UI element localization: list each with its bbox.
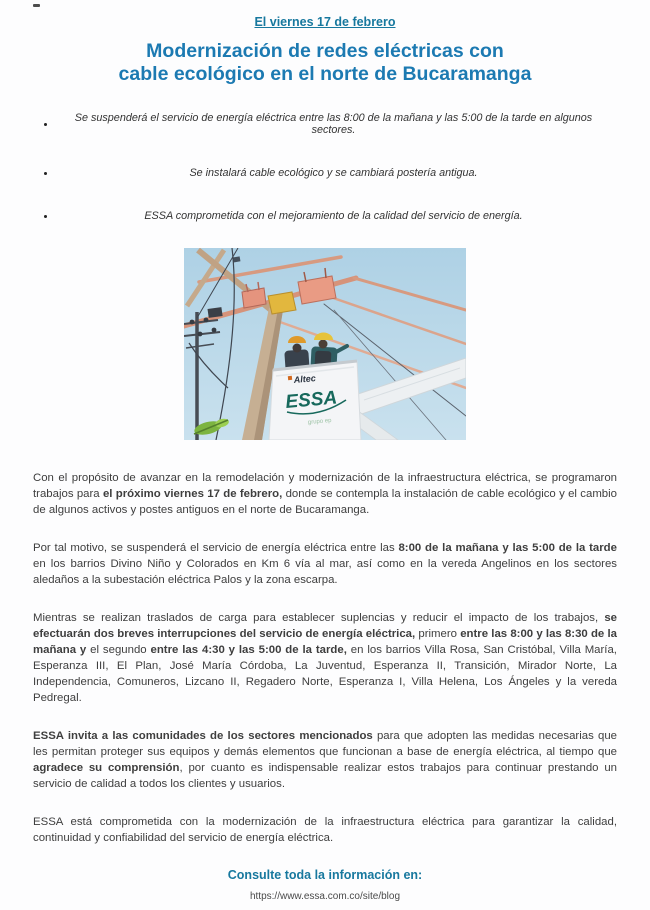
article xyxy=(33,470,617,846)
body-paragraph: Con el propósito de avanzar en la remodelación y modernización de la infraestructura eléctrica, se programaron trabajos para el próximo viernes 17 de febrero, donde se contempla la instalación de cable ecológico y el cambio de algunos activos y postes antiguos en el norte de Bucaramanga. xyxy=(33,472,618,516)
date-header-text: El viernes 17 de febrero xyxy=(254,15,396,29)
footer-url xyxy=(0,891,650,902)
bullet-text: Se instalará cable ecológico y se cambiará postería antigua. xyxy=(189,167,478,179)
body-paragraph: Por tal motivo, se suspenderá el servicio de energía eléctrica entre las 8:00 de la mañana y las 5:00 de la tarde en los barrios Divino Niño y Colorados en Km 6 vía al mar, así como en la vereda Angelinos en los sectores aledaños a la subestación eléctrica Palos y la zona escarpa. xyxy=(33,542,617,586)
bullet-dot-icon xyxy=(44,123,47,126)
photo-bucket xyxy=(269,361,361,440)
page-title-line2: cable ecológico en el norte de Bucaramanga xyxy=(118,63,532,85)
bucket-sublogo-text: grupo ep xyxy=(307,417,332,426)
page-title-line1: Modernización de redes eléctricas con xyxy=(146,40,504,62)
bullet-dot-icon xyxy=(44,215,47,218)
body-paragraph: Mientras se realizan traslados de carga para establecer suplencias y reducir el impacto de los trabajos, se efectuarán dos breves interrupciones del servicio de energía eléctrica, primero entre las 8:00 y las 8:30 de la mañana y el segundo entre las 4:30 y las 5:00 de la tarde, en los barrios Villa Rosa, San Cristóbal, Villa María, Esperanza III, El Plan, José María Córdoba, La Juventud, Esperanza II, Transición, Mirador Norte, La Independencia, Comuneros, Lizcano II, Regadero Norte, Esperanza I, Villa Helena, Los Ángeles y la vereda Pedregal. xyxy=(33,612,617,704)
bucket-logo-text: ESSA xyxy=(284,387,338,413)
stray-mark xyxy=(33,4,40,7)
body-paragraph: ESSA invita a las comunidades de los sectores mencionados para que adopten las medidas necesarias que les permitan proteger sus equipos y demás elementos que funcionan a base de energía eléctrica, al tiempo que agradece su comprensión, por cuanto es indispensable realizar estos trabajos para continuar prestando un servicio de calidad a todos los clientes y usuarios. xyxy=(33,730,617,790)
bullet-item xyxy=(44,210,610,222)
bullet-list xyxy=(0,112,650,222)
body-paragraph: ESSA está comprometida con la modernización de la infraestructura eléctrica para garantizar la calidad, continuidad y confiabilidad del servicio de energía eléctrica. xyxy=(33,816,617,844)
bullet-dot-icon xyxy=(44,172,47,175)
bullet-text: Se suspenderá el servicio de energía eléctrica entre las 8:00 de la mañana y las 5:00 de la tarde en algunos sectores. xyxy=(74,112,593,136)
bullet-item xyxy=(44,167,610,179)
news-photo xyxy=(184,248,466,440)
bucket-brand-text: Altec xyxy=(293,373,317,385)
footer-heading: Consulte toda la información en: xyxy=(227,868,423,882)
footer-url-link[interactable]: https://www.essa.com.co/site/blog xyxy=(249,891,401,902)
date-header xyxy=(0,0,650,31)
bullet-text: ESSA comprometida con el mejoramiento de la calidad del servicio de energía. xyxy=(144,210,523,222)
page-title xyxy=(0,40,650,86)
bullet-item xyxy=(44,112,610,136)
